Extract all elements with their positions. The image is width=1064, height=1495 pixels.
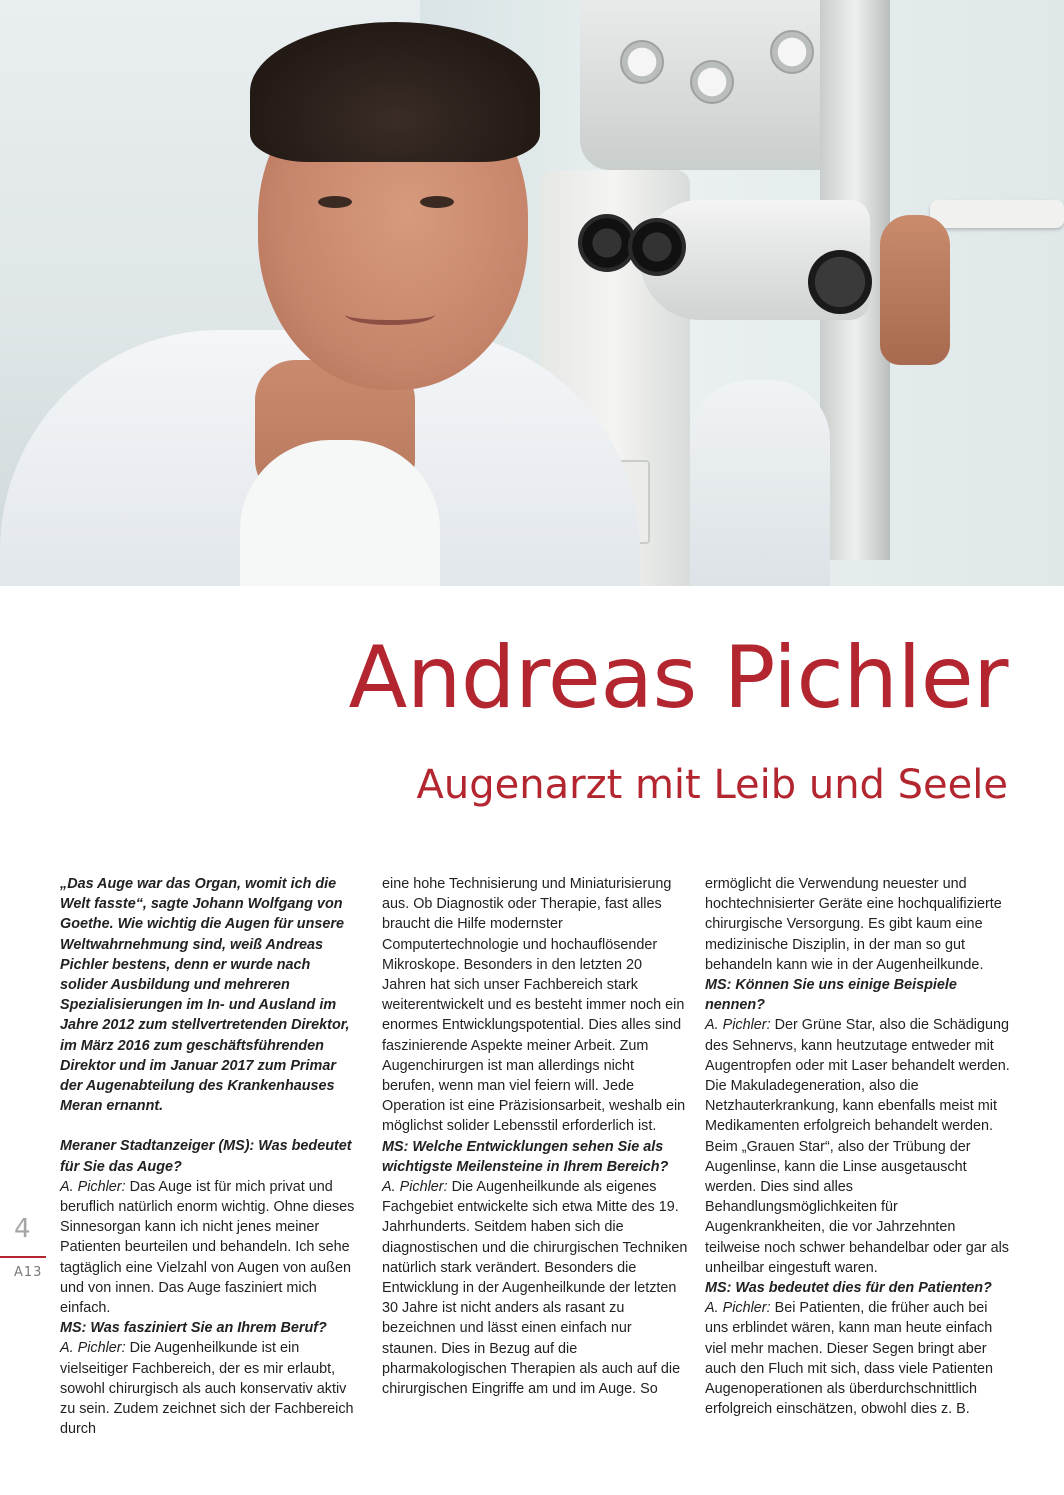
interview-answer	[382, 1177, 688, 1399]
page-number: 4	[14, 1214, 31, 1244]
portrait-photo	[0, 0, 1064, 586]
interview-question: MS: Was fasziniert Sie an Ihrem Beruf?	[60, 1320, 327, 1337]
interview-question: Meraner Stadtanzeiger (MS): Was bedeutet für Sie das Auge?	[60, 1138, 352, 1175]
interview-question: MS: Können Sie uns einige Beispiele nennen?	[705, 977, 957, 1014]
coat-sleeve	[690, 380, 830, 586]
phoropter-dial	[770, 30, 814, 74]
interview-question: MS: Welche Entwicklungen sehen Sie als wichtigste Meilensteine in Ihrem Bereich?	[382, 1138, 669, 1175]
magazine-logo: A13	[14, 1265, 43, 1280]
article-subtitle: Augenarzt mit Leib und Seele	[416, 762, 1008, 808]
interview-answer	[60, 1177, 360, 1318]
hand	[880, 215, 950, 365]
speaker-label: A. Pichler:	[705, 1300, 771, 1317]
eye-right	[420, 196, 454, 208]
answer-text: Das Auge ist für mich privat und beruflich natürlich enorm wichtig. Ohne dieses Sinnesorgan kann ich nicht jenes meiner Patienten beurteilen und behandeln. Ich sehe tagtäglich eine Vielzahl von Augen von außen und von innen. Das Auge fasziniert mich einfach.	[60, 1178, 355, 1317]
paragraph-gap	[60, 1116, 360, 1136]
answer-text: Die Augenheilkunde ist ein vielseitiger Fachbereich, der es mir erlaubt, sowohl chirurgisch als auch konservativ aktiv zu sein. Zudem zeichnet sich der Fachbereich durch	[60, 1340, 354, 1438]
text-column-2	[382, 874, 688, 1399]
article-title: Andreas Pichler	[348, 628, 1008, 728]
hair	[250, 22, 540, 162]
magnification-knob	[808, 250, 872, 314]
text-column-3	[705, 874, 1011, 1419]
speaker-label: A. Pichler:	[705, 1017, 771, 1034]
answer-text: Die Augenheilkunde als eigenes Fachgebiet entwickelte sich etwa Mitte des 19. Jahrhunderts. Seitdem haben sich die diagnostischen und die chirurgischen Techniken natürlich stark verändert. Besonders die Entwicklung in der Augenheilkunde der letzten 30 Jahre ist nicht anders als rasant zu bezeichnen und lässt einen einfach nur staunen. Dies in Bezug auf die pharmakologischen Therapien als auch auf die chirurgischen Eingriffe am und im Auge. So	[382, 1179, 688, 1398]
answer-text: Der Grüne Star, also die Schädigung des Sehnervs, kann heutzutage entweder mit Augentropfen oder mit Laser behandelt werden. Die Makuladegeneration, also die Netzhauterkrankung, kann ebenfalls meist mit Medikamenten erfolgreich behandelt werden. Beim „Grauen Star“, also der Trübung der Augenlinse, kann die Linse ausgetauscht werden. Dies sind alles Behandlungsmöglichkeiten für Augenkrankheiten, die vor Jahrzehnten teilweise noch schwer behandelbar oder gar als unheilbar eingestuft waren.	[705, 1017, 1010, 1276]
answer-text: Bei Patienten, die früher auch bei uns erblindet wären, kann man heute einfach viel mehr machen. Dieser Segen bringt aber auch den Fluch mit sich, dass viele Patienten Augenoperationen als überdurchschnittlich erfolgreich einschätzen, obwohl dies z. B.	[705, 1300, 993, 1418]
mouth	[345, 304, 435, 325]
intro-paragraph: „Das Auge war das Organ, womit ich die Welt fasste“, sagte Johann Wolfgang von Goethe. Wie wichtig die Augen für unsere Weltwahrnehmung sind, weiß Andreas Pichler bestens, denn er wurde nach solider Ausbildung und mehreren Spezialisierungen im In- und Ausland im Jahre 2012 zum stellvertretenden Direktor, im März 2016 zum geschäftsführenden Direktor und im Januar 2017 zum Primar der Augenabteilung des Krankenhauses Meran ernannt.	[60, 876, 350, 1115]
interview-answer	[705, 1298, 1011, 1419]
chin-rest	[930, 200, 1064, 228]
page-divider	[0, 1256, 46, 1258]
speaker-label: A. Pichler:	[382, 1179, 448, 1196]
phoropter-dial	[690, 60, 734, 104]
body-paragraph: ermöglicht die Verwendung neuester und hochtechnisierter Geräte eine hochqualifizierte chirurgische Versorgung. Es gibt kaum eine medizinische Disziplin, in der man so gut behandeln kann wie in der Augenheilkunde.	[705, 876, 1002, 973]
interview-answer	[705, 1015, 1011, 1278]
interview-question: MS: Was bedeutet dies für den Patienten?	[705, 1280, 992, 1297]
body-paragraph: eine hohe Technisierung und Miniaturisierung aus. Ob Diagnostik oder Therapie, fast alles braucht die Hilfe modernster Computertechnologie und hochauflösender Mikroskope. Besonders in den letzten 20 Jahren hat sich unser Fachbereich stark weiterentwickelt und es besteht immer noch ein enormes Entwicklungspotential. Dies alles sind faszinierende Aspekte meiner Arbeit. Zum Augenchirurgen ist man allerdings nicht berufen, wenn man viel feiern will. Jede Operation ist eine Präzisionsarbeit, weshalb ein möglichst solider Lebensstil erforderlich ist.	[382, 876, 686, 1135]
eyepiece-right	[628, 218, 686, 276]
speaker-label: A. Pichler:	[60, 1340, 126, 1357]
interview-answer	[60, 1338, 360, 1439]
text-column-1	[60, 874, 360, 1439]
eye-left	[318, 196, 352, 208]
phoropter-dial	[620, 40, 664, 84]
speaker-label: A. Pichler:	[60, 1178, 126, 1195]
